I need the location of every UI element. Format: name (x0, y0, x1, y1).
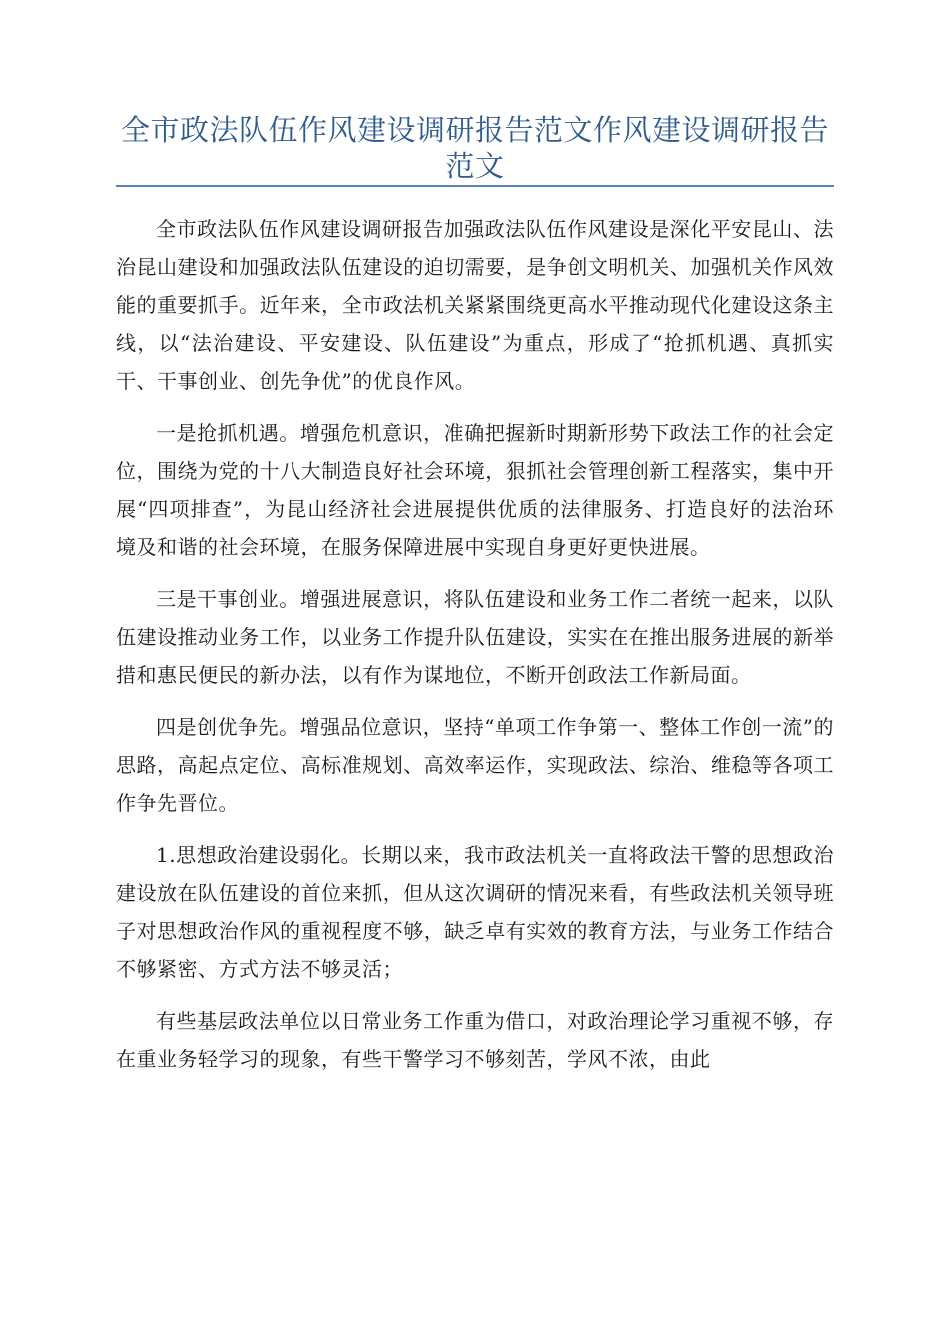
title-block (116, 112, 834, 184)
paragraph-point-three: 三是干事创业。增强进展意识，将队伍建设和业务工作二者统一起来，以队伍建设推动业务工作，以业务工作提升队伍建设，实实在在推出服务进展的新举措和惠民便民的新办法，以有作为谋地位，不断开创政法工作新局面。 (116, 587, 834, 687)
paragraph-issue-one: 1.思想政治建设弱化。长期以来，我市政法机关一直将政法干警的思想政治建设放在队伍建设的首位来抓，但从这次调研的情况来看，有些政法机关领导班子对思想政治作风的重视程度不够，缺乏卓有实效的教育方法，与业务工作结合不够紧密、方式方法不够灵活； (116, 843, 834, 981)
document-body (116, 210, 834, 1092)
paragraph-issue-detail: 有些基层政法单位以日常业务工作重为借口，对政治理论学习重视不够，存在重业务轻学习的现象，有些干警学习不够刻苦，学风不浓，由此 (116, 1009, 834, 1071)
paragraph-point-four: 四是创优争先。增强品位意识，坚持“单项工作争第一、整体工作创一流”的思路，高起点定位、高标准规划、高效率运作，实现政法、综治、维稳等各项工作争先晋位。 (116, 715, 834, 815)
title-divider (116, 185, 834, 187)
document-title: 全市政法队伍作风建设调研报告范文作风建设调研报告范文 (120, 113, 829, 183)
paragraph-intro: 全市政法队伍作风建设调研报告加强政法队伍作风建设是深化平安昆山、法治昆山建设和加强政法队伍建设的迫切需要，是争创文明机关、加强机关作风效能的重要抓手。近年来，全市政法机关紧紧围绕更高水平推动现代化建设这条主线，以“法治建设、平安建设、队伍建设”为重点，形成了“抢抓机遇、真抓实干、干事创业、创先争优”的优良作风。 (116, 217, 834, 393)
paragraph-point-one: 一是抢抓机遇。增强危机意识，准确把握新时期新形势下政法工作的社会定位，围绕为党的十八大制造良好社会环境，狠抓社会管理创新工程落实，集中开展“四项排查”，为昆山经济社会进展提供优质的法律服务、打造良好的法治环境及和谐的社会环境，在服务保障进展中实现自身更好更快进展。 (116, 421, 834, 559)
